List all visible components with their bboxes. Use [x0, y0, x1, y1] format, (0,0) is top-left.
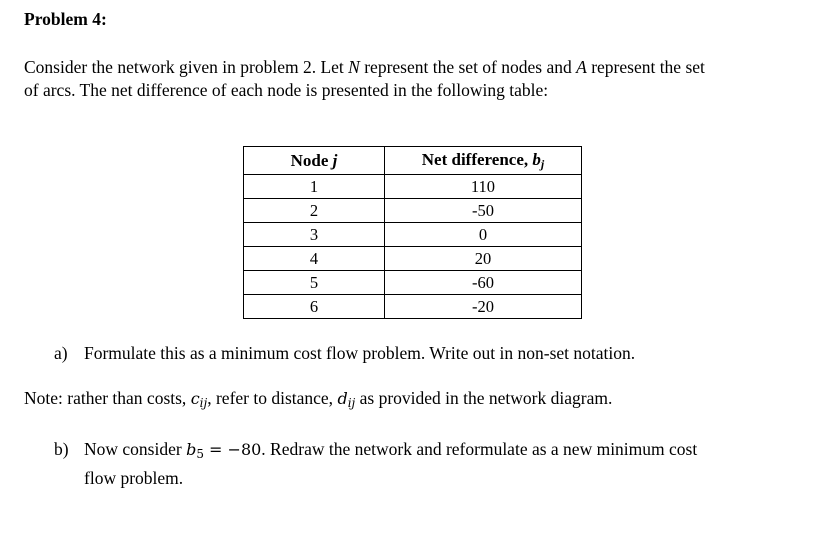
table-row	[244, 199, 582, 223]
net-difference-table	[243, 146, 582, 319]
intro-line-2: of arcs. The net difference of each node is presented in the following table:	[24, 80, 549, 100]
note-text-3: as provided in the network diagram.	[355, 388, 613, 408]
table-row	[244, 295, 582, 319]
header-net-sub: j	[540, 156, 545, 171]
dist-sub: ij	[347, 396, 356, 410]
note-text-1: Note: rather than costs,	[24, 388, 191, 408]
question-a	[54, 343, 635, 364]
node-cell: 3	[244, 223, 385, 247]
table-row	[244, 247, 582, 271]
cost-symbol	[191, 389, 208, 408]
table-row	[244, 175, 582, 199]
question-b-line-2: flow problem.	[84, 468, 184, 488]
node-cell: 2	[244, 199, 385, 223]
header-node	[244, 147, 385, 175]
node-cell: 5	[244, 271, 385, 295]
table-header-row	[244, 147, 582, 175]
question-a-label: a)	[54, 343, 68, 363]
table-row	[244, 271, 582, 295]
header-node-label: Node	[290, 150, 333, 170]
b5-equation: = −80	[203, 440, 262, 459]
intro-text-2: represent the set of nodes and	[359, 57, 577, 77]
question-a-text: Formulate this as a minimum cost flow problem. Write out in non-set notation.	[84, 343, 636, 363]
net-cell: 0	[385, 223, 582, 247]
node-cell: 1	[244, 175, 385, 199]
b-sub: 5	[196, 447, 204, 461]
cost-var: c	[190, 389, 200, 408]
b-var: b	[186, 440, 197, 459]
intro-text-1: Consider the network given in problem 2. Let	[24, 57, 349, 77]
net-cell: 20	[385, 247, 582, 271]
intro-paragraph	[24, 56, 814, 102]
net-cell: -60	[385, 271, 582, 295]
dist-var: d	[337, 389, 348, 408]
distance-symbol	[337, 389, 355, 408]
node-cell: 6	[244, 295, 385, 319]
note-text-2: , refer to distance,	[207, 388, 338, 408]
note-paragraph	[24, 388, 612, 410]
net-cell: -50	[385, 199, 582, 223]
net-cell: -20	[385, 295, 582, 319]
header-net-var: b	[532, 149, 541, 169]
intro-line-1	[24, 56, 814, 79]
header-node-var: j	[332, 150, 338, 170]
b5-symbol	[186, 440, 261, 459]
intro-text-3: represent the set	[586, 57, 705, 77]
var-n: N	[348, 57, 360, 77]
cost-sub: ij	[199, 396, 208, 410]
var-a: A	[576, 57, 587, 77]
question-b-text-2: . Redraw the network and reformulate as a new minimum cost	[261, 439, 698, 459]
question-b-label: b)	[54, 439, 69, 459]
table-row	[244, 223, 582, 247]
header-net-difference	[385, 147, 582, 175]
net-cell: 110	[385, 175, 582, 199]
node-cell: 4	[244, 247, 385, 271]
problem-title: Problem 4:	[24, 9, 107, 29]
question-b	[54, 437, 697, 490]
question-b-text-1: Now consider	[84, 439, 187, 459]
header-net-label: Net difference,	[421, 149, 533, 169]
question-b-line-1	[54, 437, 697, 466]
